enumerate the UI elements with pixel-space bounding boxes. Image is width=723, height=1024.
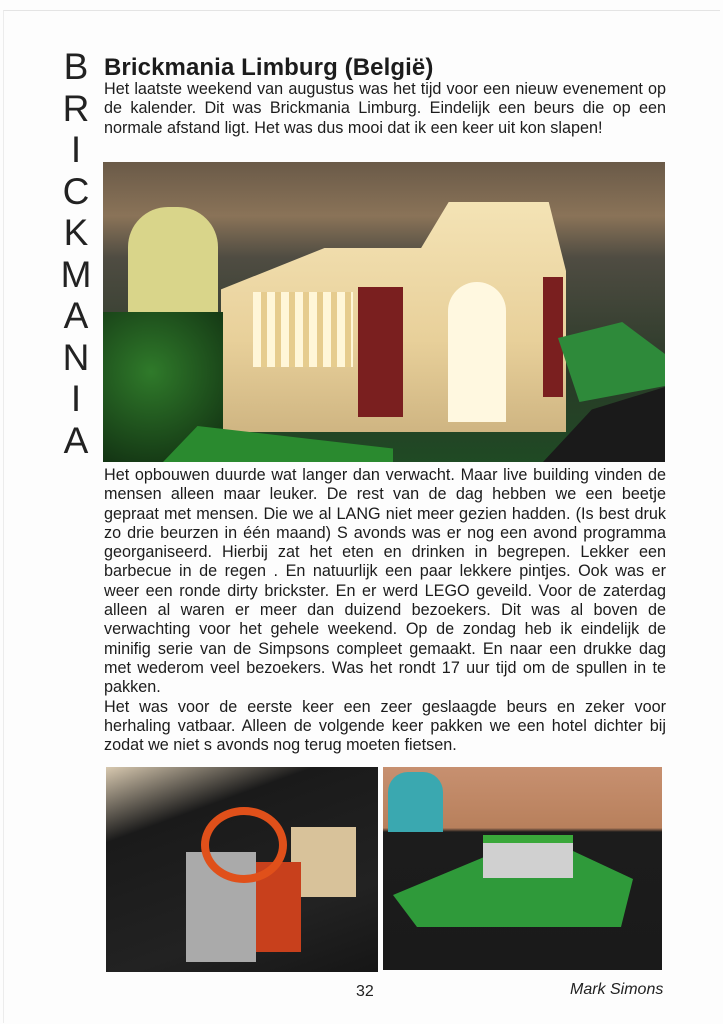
photo-shape — [483, 835, 573, 878]
vertical-letter: A — [63, 419, 89, 461]
vertical-letter: B — [63, 46, 89, 87]
vertical-letter: N — [62, 336, 90, 378]
vertical-letter: C — [62, 170, 90, 212]
photo-shape — [201, 807, 287, 883]
photo-arch-shape — [448, 282, 506, 422]
author-name: Mark Simons — [570, 981, 664, 998]
vertical-letter: M — [60, 253, 92, 295]
bottom-right-photo — [383, 767, 662, 970]
vertical-title — [58, 46, 94, 461]
vertical-letter: A — [63, 295, 89, 336]
photo-grass-shape — [558, 322, 665, 402]
vertical-letter: I — [70, 378, 82, 419]
page-number: 32 — [356, 983, 374, 1000]
paragraph-closing: Het was voor de eerste keer een zeer geslaagde beurs en zeker voor herhaling vatbaar. Alleen de volgende keer pakken we een hotel dichter bij zodat we niet s avonds nog terug moeten fietsen. — [104, 697, 666, 755]
main-photo — [103, 162, 665, 462]
paragraph-intro: Het laatste weekend van augustus was het tijd voor een nieuw evenement op de kalender. Dit was Brickmania Limburg. Eindelijk een beurs die op een normale afstand ligt. Het was dus mooi dat ik een keer uit kon slapen! — [104, 80, 666, 137]
vertical-letter: K — [63, 212, 89, 253]
photo-red-wall-shape — [543, 277, 563, 397]
photo-shape — [388, 772, 443, 832]
bottom-left-photo — [106, 767, 378, 972]
vertical-letter: R — [62, 87, 90, 129]
vertical-letter: I — [70, 129, 82, 170]
photo-red-wall-shape — [358, 287, 403, 417]
paragraph-main: Het opbouwen duurde wat langer dan verwacht. Maar live building vinden de mensen alleen maar leuker. De rest van de dag hebben we een beetje gepraat met mensen. Die we al LANG niet meer gezien hadden. (Is best druk zo drie beurzen in één maand) S avonds was er nog een avond programma georganiseerd. Hierbij zat het eten en drinken in begrepen. Lekker een barbecue in de regen . En natuurlijk een paar lekkere pintjes. Ook was er weer een ronde dirty brickster. En er werd LEGO geveild. Voor de zaterdag alleen al waren er meer dan duizend bezoekers. Dit was al boven de verwachting voor het gehele weekend. Op de zondag heb ik eindelijk de minifig serie van de Simpsons compleet gemaakt. En naar een drukke dag met wederom veel bezoekers. Was het rondt 17 uur tijd om de spullen in te pakken. — [104, 466, 666, 697]
photo-columns-shape — [253, 292, 353, 367]
article-title: Brickmania Limburg (België) — [104, 54, 434, 81]
article-body — [104, 466, 666, 755]
